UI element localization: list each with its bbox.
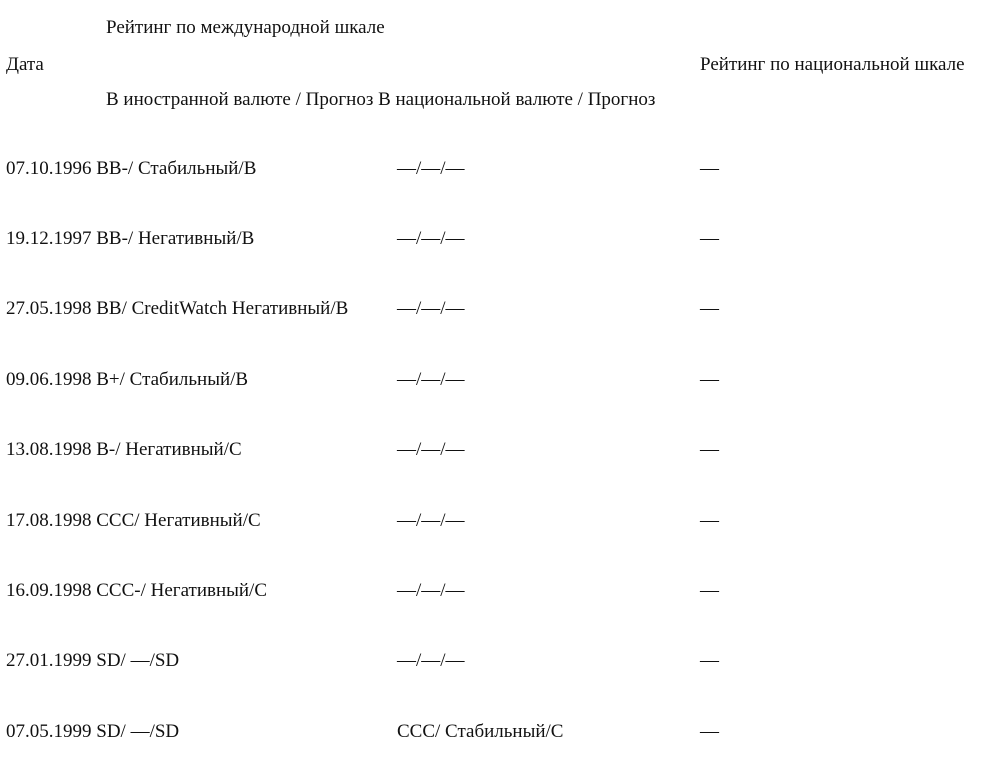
date-foreign-rating-cell: 07.05.1999 SD/ —/SD [6,721,180,742]
date-foreign-rating-cell: 16.09.1998 CCC-/ Негативный/C [6,580,268,601]
international-scale-heading: Рейтинг по международной шкале [106,17,385,38]
local-currency-rating-cell: —/—/— [397,228,465,249]
date-foreign-rating-cell: 07.10.1996 BB-/ Стабильный/B [6,158,257,179]
national-scale-rating-cell: — [700,439,719,460]
national-scale-rating-cell: — [700,298,719,319]
date-foreign-rating-cell: 17.08.1998 CCC/ Негативный/C [6,510,261,531]
date-foreign-rating-cell: 13.08.1998 B-/ Негативный/C [6,439,242,460]
local-currency-rating-cell: CCC/ Стабильный/C [397,721,564,742]
local-currency-rating-cell: —/—/— [397,650,465,671]
currency-subheading: В иностранной валюте / Прогноз В национальной валюте / Прогноз [106,89,656,110]
national-scale-heading: Рейтинг по национальной шкале [700,54,965,75]
local-currency-rating-cell: —/—/— [397,298,465,319]
date-foreign-rating-cell: 19.12.1997 BB-/ Негативный/B [6,228,255,249]
date-foreign-rating-cell: 27.01.1999 SD/ —/SD [6,650,180,671]
local-currency-rating-cell: —/—/— [397,510,465,531]
national-scale-rating-cell: — [700,580,719,601]
national-scale-rating-cell: — [700,158,719,179]
local-currency-rating-cell: —/—/— [397,439,465,460]
local-currency-rating-cell: —/—/— [397,580,465,601]
date-column-heading: Дата [6,54,44,75]
local-currency-rating-cell: —/—/— [397,369,465,390]
date-foreign-rating-cell: 27.05.1998 BB/ CreditWatch Негативный/B [6,298,349,319]
national-scale-rating-cell: — [700,228,719,249]
national-scale-rating-cell: — [700,369,719,390]
date-foreign-rating-cell: 09.06.1998 B+/ Стабильный/B [6,369,249,390]
local-currency-rating-cell: —/—/— [397,158,465,179]
national-scale-rating-cell: — [700,650,719,671]
national-scale-rating-cell: — [700,510,719,531]
national-scale-rating-cell: — [700,721,719,742]
